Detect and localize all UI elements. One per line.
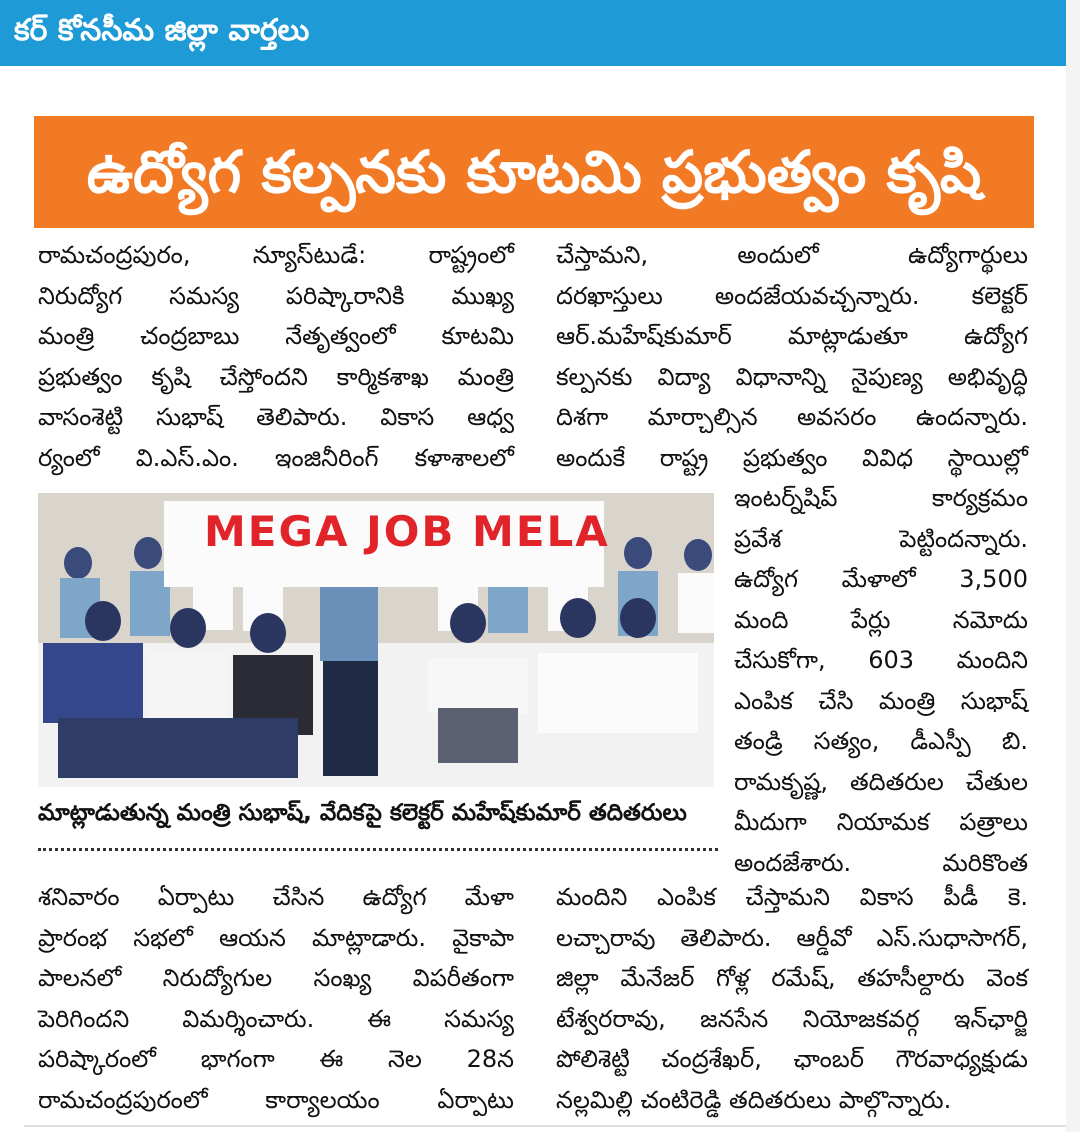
article-line: పరిష్కారంలో భాగంగా ఈ నెల 28న	[38, 1045, 514, 1073]
page-edge	[1066, 0, 1080, 1132]
article-line: వాసంశెట్టి సుభాష్ తెలిపారు. వికాస ఆధ్వ	[38, 403, 514, 431]
article-line: దిశగా మార్చాల్సిన అవసరం ఉందన్నారు.	[556, 403, 1028, 431]
article-line: ఆర్.మహేష్‌కుమార్ మాట్లాడుతూ ఉద్యోగ	[556, 322, 1028, 350]
headline: ఉద్యోగ కల్పనకు కూటమి ప్రభుత్వం కృషి	[86, 138, 982, 206]
article-line: నల్లమిల్లి చంటిరెడ్డి తదితరులు పాల్గొన్నారు.	[556, 1085, 952, 1114]
article-line: నిరుద్యోగ సమస్య పరిష్కారానికి ముఖ్య	[38, 281, 514, 310]
section-title: కర్ కోనసీమ జిల్లా వార్తలు	[14, 13, 310, 48]
article-line: కల్పనకు విద్యా విధానాన్ని నైపుణ్య అభివృద్ధి	[556, 362, 1028, 391]
article-line: దరఖాస్తులు అందజేయవచ్చన్నారు. కలెక్టర్	[556, 281, 1028, 310]
article-line: మంత్రి చంద్రబాబు నేతృత్వంలో కూటమి	[38, 322, 514, 350]
news-photo	[38, 493, 714, 787]
article-col2-top	[556, 235, 1028, 478]
article-col1-bottom	[38, 877, 514, 1120]
article-line: ప్రవేశ పెట్టిందన్నారు.	[734, 524, 1028, 553]
article-line: మందిని ఎంపిక చేస్తామని వికాస పీడీ కె.	[556, 883, 1028, 911]
article-line: ప్రభుత్వం కృషి చేస్తోందని కార్మికశాఖ మంత్రి	[38, 362, 514, 391]
article-line: రామచంద్రపురం, న్యూస్‌టుడే: రాష్ట్రంలో	[38, 241, 514, 269]
article-line: రామకృష్ణ, తదితరుల చేతుల	[734, 767, 1028, 796]
article-line: మంది పేర్లు నమోదు	[734, 605, 1028, 634]
article-line: ర్యంలో వి.ఎస్.ఎం. ఇంజినీరింగ్ కళాశాలలో	[38, 443, 514, 472]
headline-box	[34, 116, 1034, 228]
article-line: లచ్చారావు తెలిపారు. ఆర్డీవో ఎస్.సుధాసాగర్,	[556, 923, 1028, 952]
article-line: తండ్రి సత్యం, డీఎస్పీ బి.	[734, 727, 1028, 755]
article-line: పాలనలో నిరుద్యోగుల సంఖ్య విపరీతంగా	[38, 964, 514, 992]
photo-caption: మాట్లాడుతున్న మంత్రి సుభాష్, వేదికపై కలెక్టర్ మహేష్‌కుమార్ తదితరులు	[38, 800, 687, 826]
article-line: అందజేశారు. మరికొంత	[734, 848, 1028, 877]
article-line: చేసుకోగా, 603 మందిని	[734, 646, 1028, 674]
article-line: రామచంద్రపురంలో కార్యాలయం ఏర్పాటు	[38, 1085, 514, 1114]
article-col2-narrow	[734, 478, 1028, 883]
article-line: జిల్లా మేనేజర్ గోళ్ల రమేష్, తహసీల్దారు వెంక	[556, 964, 1028, 992]
article-col2-bottom	[556, 877, 1028, 1120]
section-header-band	[0, 0, 1066, 66]
article-line: పోలిశెట్టి చంద్రశేఖర్, ఛాంబర్ గౌరవాధ్యక్షుడు	[556, 1045, 1028, 1073]
article-line: ఉద్యోగ మేళాలో 3,500	[734, 565, 1028, 593]
article-line: పెరిగిందని విమర్శించారు. ఈ సమస్య	[38, 1004, 514, 1033]
article-line: ఎంపిక చేసి మంత్రి సుభాష్	[734, 686, 1028, 715]
article-line: చేస్తామని, అందులో ఉద్యోగార్థులు	[556, 241, 1028, 269]
article-col1-top	[38, 235, 514, 478]
article-line: ఇంటర్న్‌షిప్ కార్యక్రమం	[734, 484, 1028, 512]
photo-banner-text: MEGA JOB MELA	[204, 507, 610, 556]
bottom-rule	[24, 1125, 1066, 1127]
article-line: మీదుగా నియామక పత్రాలు	[734, 808, 1028, 836]
article-line: ప్రారంభ సభలో ఆయన మాట్లాడారు. వైకాపా	[38, 923, 514, 952]
article-line: అందుకే రాష్ట్ర ప్రభుత్వం వివిధ స్థాయిల్లో	[556, 443, 1028, 472]
caption-divider	[38, 848, 718, 851]
article-line: శనివారం ఏర్పాటు చేసిన ఉద్యోగ మేళా	[38, 883, 514, 911]
article-line: టేశ్వరరావు, జనసేన నియోజకవర్గ ఇన్‌ఛార్జి	[556, 1004, 1028, 1033]
